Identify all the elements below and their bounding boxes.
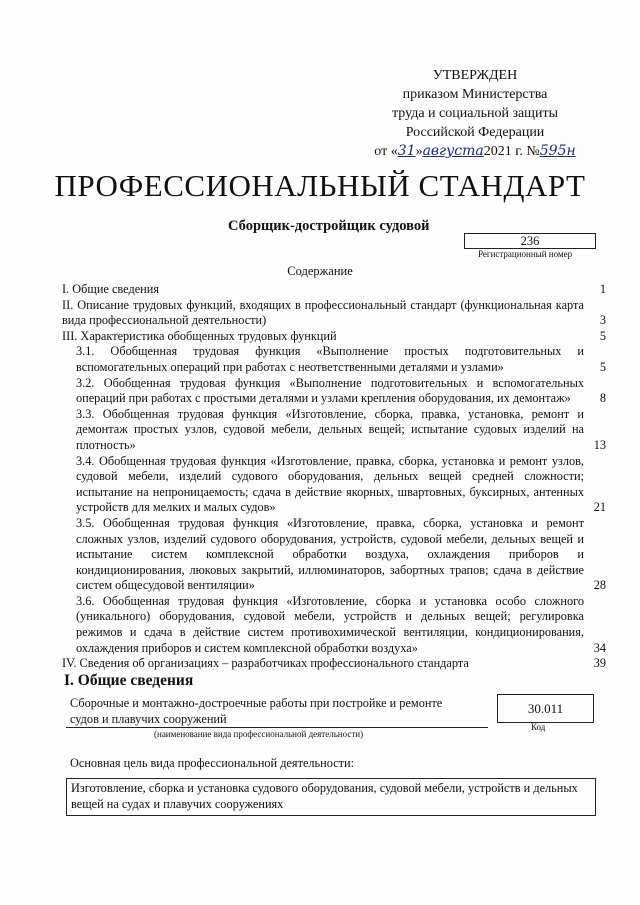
- toc-item-page: 5: [599, 359, 606, 374]
- toc-item-text: 3.2. Обобщенная трудовая функция «Выполнение подготовительных и вспомогательных операций при работах с простыми деталями и узлами крепления оборудования, их демонтаж»: [76, 375, 584, 406]
- toc-item-page: 8: [599, 391, 606, 406]
- toc-item: [62, 376, 606, 407]
- toc-item-page: 28: [593, 578, 606, 593]
- toc-item: [62, 344, 606, 375]
- table-of-contents: [62, 282, 606, 672]
- toc-item: [62, 329, 606, 345]
- date-prefix: от «: [374, 144, 398, 159]
- toc-item: [62, 516, 606, 594]
- toc-item-page: 39: [593, 656, 606, 671]
- toc-item-page: 21: [593, 500, 606, 515]
- toc-item-text: IV. Сведения об организациях – разработчиках профессионального стандарта: [62, 656, 469, 671]
- toc-item-page: 5: [599, 328, 606, 343]
- activity-kind-text: Сборочные и монтажно-достроечные работы при постройке и ремонте судов и плавучих сооружений: [70, 696, 443, 726]
- standard-name: Сборщик-достройщик судовой: [228, 218, 430, 234]
- toc-item-page: 13: [593, 437, 606, 452]
- registration-number-box: 236: [464, 233, 596, 249]
- activity-kind-underline: [66, 727, 488, 728]
- toc-item-text: 3.1. Обобщенная трудовая функция «Выполнение простых подготовительных и вспомогательных операций при работах с неответственными деталями и узлами»: [76, 344, 584, 374]
- toc-item: [62, 594, 606, 656]
- toc-item: [62, 282, 606, 298]
- toc-item-text: 3.6. Обобщенная трудовая функция «Изготовление, сборка и установка особо сложного (уникального) оборудования, судовой мебели, устройств и дельных вещей; регулировка режимов и сдача в действие систем противохимической вентиляции, кондиционирования, охлаждения приборов и систем комплексной обработки воздуха»: [76, 593, 584, 655]
- approval-block: [360, 66, 590, 161]
- handwritten-month: августа: [422, 143, 484, 159]
- toc-item-text: 3.3. Обобщенная трудовая функция «Изготовление, сборка, правка, установка, ремонт и демонтаж простых узлов, судовой мебели, дельных вещей; испытание судовых изделий на плотность»: [76, 406, 584, 452]
- toc-item-page: 3: [599, 313, 606, 328]
- toc-item: [62, 298, 606, 329]
- date-year: 2021 г. №: [483, 144, 540, 159]
- toc-item-text: III. Характеристика обобщенных трудовых функций: [62, 328, 337, 343]
- toc-item-text: II. Описание трудовых функций, входящих в профессиональный стандарт (функциональная карта вида профессиональной деятельности): [62, 297, 584, 328]
- date-sep: »: [415, 144, 423, 159]
- toc-item-text: 3.5. Обобщенная трудовая функция «Изготовление, правка, сборка, установка и ремонт сложных узлов, изделий судового оборудования, устройств, судовой мебели, дельных вещей и испытание систем комплексной обработки воздуха, охлаждения приборов и кондиционирования, люковых закрытий, иллюминаторов, забортных трапов; сдача в действие систем общесудовой вентиляции»: [76, 515, 584, 593]
- approval-date-line: [360, 142, 590, 161]
- handwritten-day: 31: [397, 143, 416, 159]
- toc-item: [62, 454, 606, 516]
- section-heading: I. Общие сведения: [64, 672, 194, 689]
- goal-label: Основная цель вида профессиональной деятельности:: [70, 756, 355, 770]
- document-title: ПРОФЕССИОНАЛЬНЫЙ СТАНДАРТ: [54, 168, 586, 203]
- contents-heading: Содержание: [287, 264, 353, 278]
- toc-item-page: 34: [593, 640, 606, 655]
- toc-item-text: 3.4. Обобщенная трудовая функция «Изготовление, правка, сборка, установка и ремонт узлов, судовой мебели, изделий судового оборудования, дельных вещей средней сложности; испытание на непроницаемость; сдача в действие якорных, швартовных, буксирных, антенных устройств для мелких и малых судов»: [76, 453, 584, 515]
- toc-item: [62, 407, 606, 454]
- goal-text-box: Изготовление, сборка и установка судового оборудования, судовой мебели, устройств и дельных вещей на судах и плавучих сооружениях: [66, 778, 596, 816]
- approval-line-3: труда и социальной защиты: [392, 106, 558, 121]
- handwritten-order-number: 595н: [539, 143, 576, 159]
- registration-number-label: Регистрационный номер: [478, 249, 573, 259]
- activity-kind-caption: (наименование вида профессиональной деятельности): [154, 729, 364, 739]
- toc-item: [62, 656, 606, 672]
- activity-code-label: Код: [531, 722, 546, 732]
- toc-item-page: 1: [599, 282, 606, 296]
- approval-line-4: Российской Федерации: [405, 125, 545, 140]
- activity-code-box: 30.011: [497, 694, 594, 723]
- approval-line-1: УТВЕРЖДЕН: [432, 68, 518, 83]
- approval-line-2: приказом Министерства: [402, 87, 548, 102]
- toc-item-text: I. Общие сведения: [62, 282, 159, 296]
